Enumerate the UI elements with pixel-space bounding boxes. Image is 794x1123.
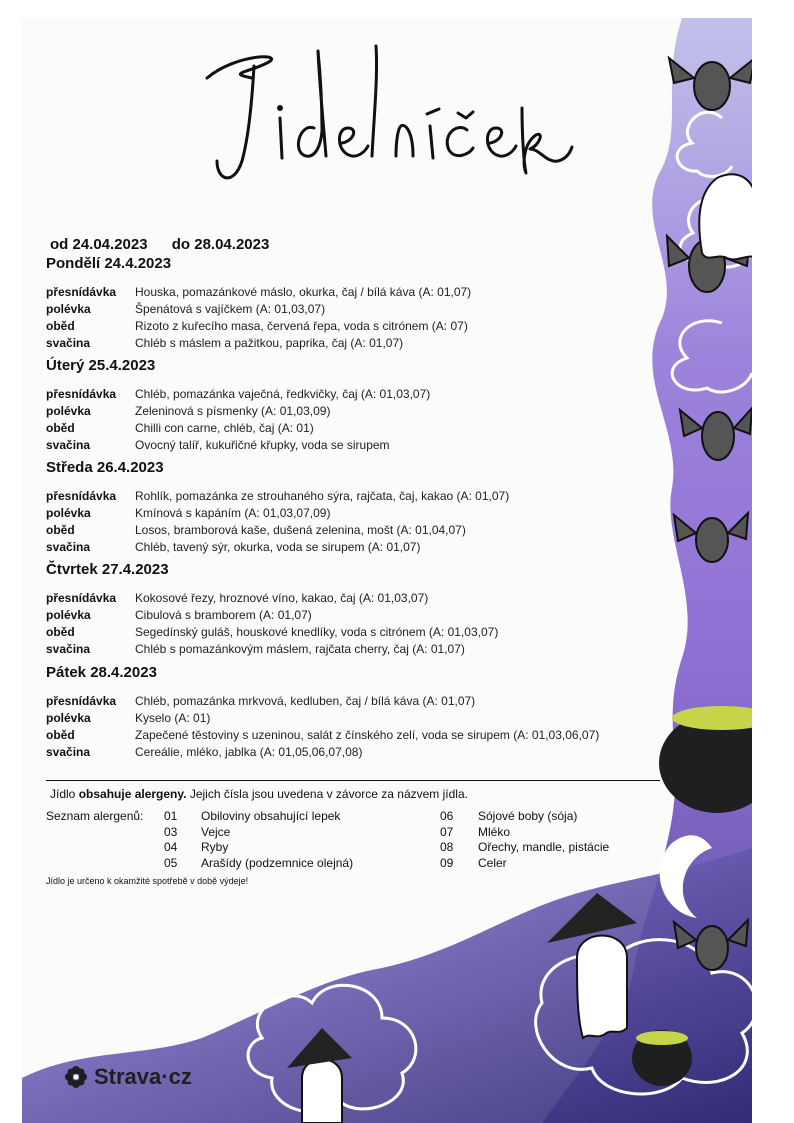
note-bold: obsahuje alergeny. xyxy=(78,787,187,801)
meal-row xyxy=(46,693,599,710)
brand-name: Strava·cz xyxy=(94,1064,192,1089)
allergen-code: 04 xyxy=(164,840,178,854)
meal-label: přesnídávka xyxy=(46,285,117,299)
flower-icon xyxy=(64,1065,88,1089)
day-wednesday xyxy=(46,459,509,556)
allergen-name: Vejce xyxy=(201,824,231,839)
meal-text: Chilli con carne, chléb, čaj (A: 01) xyxy=(135,421,314,435)
allergen-name: Ořechy, mandle, pistácie xyxy=(478,840,610,854)
meal-text: Losos, bramborová kaše, dušená zelenina, mošt (A: 01,04,07) xyxy=(135,523,466,537)
allergen-code: 01 xyxy=(164,809,178,823)
meal-row xyxy=(46,488,509,505)
allergen-code: 09 xyxy=(440,855,454,870)
day-monday xyxy=(46,255,471,352)
meal-text: Chléb, pomazánka vaječná, ředkvičky, čaj (A: 01,03,07) xyxy=(135,387,431,401)
allergen-note xyxy=(50,787,468,801)
meal-row xyxy=(46,284,471,301)
meal-text: Ovocný talíř, kukuřičné křupky, voda se sirupem xyxy=(135,438,390,452)
allergen-name: Celer xyxy=(478,855,507,870)
meal-text: Cereálie, mléko, jablka (A: 01,05,06,07,08) xyxy=(135,745,363,759)
meal-row xyxy=(46,710,599,727)
allergen-code: 05 xyxy=(164,855,178,870)
meal-row xyxy=(46,420,430,437)
allergen-code: 03 xyxy=(164,824,178,839)
allergen-column xyxy=(440,809,609,871)
meal-label: oběd xyxy=(46,625,75,639)
meal-row xyxy=(46,539,509,556)
meal-text: Zapečené těstoviny s uzeninou, salát z čínského zelí, voda se sirupem (A: 01,03,06,07) xyxy=(135,728,600,742)
allergen-list-label: Seznam alergenů: xyxy=(46,809,144,823)
meal-label: polévka xyxy=(46,404,91,418)
meal-text: Chléb s máslem a pažitkou, paprika, čaj (A: 01,07) xyxy=(135,336,404,350)
meal-text: Rizoto z kuřecího masa, červená řepa, voda s citrónem (A: 07) xyxy=(135,319,468,333)
day-friday xyxy=(46,664,599,761)
meal-label: oběd xyxy=(46,319,75,333)
meal-label: svačina xyxy=(46,745,91,759)
strava-logo xyxy=(64,1064,192,1090)
meal-text: Kokosové řezy, hroznové víno, kakao, čaj (A: 01,03,07) xyxy=(135,591,429,605)
meal-row xyxy=(46,335,471,352)
meal-text: Kyselo (A: 01) xyxy=(135,711,211,725)
meal-label: přesnídávka xyxy=(46,387,117,401)
meal-row xyxy=(46,727,599,744)
date-range xyxy=(50,236,269,253)
allergen-list xyxy=(46,809,609,871)
meal-text: Cibulová s bramborem (A: 01,07) xyxy=(135,608,312,622)
meal-row xyxy=(46,607,498,624)
meal-text: Kmínová s kapáním (A: 01,03,07,09) xyxy=(135,506,331,520)
meal-row xyxy=(46,590,498,607)
menu-sheet xyxy=(22,18,752,1123)
meal-row xyxy=(46,318,471,335)
allergen-name: Arašídy (podzemnice olejná) xyxy=(201,855,354,870)
meal-row xyxy=(46,386,430,403)
meal-row xyxy=(46,641,498,658)
meal-label: polévka xyxy=(46,302,91,316)
meal-text: Zeleninová s písmenky (A: 01,03,09) xyxy=(135,404,331,418)
meal-label: oběd xyxy=(46,421,75,435)
meal-text: Rohlík, pomazánka ze strouhaného sýra, rajčata, čaj, kakao (A: 01,07) xyxy=(135,489,510,503)
allergen-name: Obiloviny obsahující lepek xyxy=(201,809,341,823)
day-title: Čtvrtek 27.4.2023 xyxy=(46,561,169,578)
page-title-jidelnicek xyxy=(22,18,752,218)
day-title: Pondělí 24.4.2023 xyxy=(46,255,172,272)
meal-row xyxy=(46,624,498,641)
allergen-code: 08 xyxy=(440,840,454,854)
divider xyxy=(46,780,660,781)
allergen-name: Sójové boby (sója) xyxy=(478,809,578,823)
allergen-column xyxy=(164,809,440,871)
note-rest: Jejich čísla jsou uvedena v závorce za názvem jídla. xyxy=(186,787,468,801)
meal-label: přesnídávka xyxy=(46,489,117,503)
consumption-note: Jídlo je určeno k okamžité spotřebě v době výdeje! xyxy=(46,876,249,886)
meal-text: Houska, pomazánkové máslo, okurka, čaj / bílá káva (A: 01,07) xyxy=(135,285,472,299)
meal-label: oběd xyxy=(46,523,75,537)
meal-label: polévka xyxy=(46,506,91,520)
meal-row xyxy=(46,744,599,761)
allergen-code: 06 xyxy=(440,809,454,823)
allergen-name: Mléko xyxy=(478,824,511,839)
meal-label: oběd xyxy=(46,728,75,742)
day-thursday xyxy=(46,561,498,658)
day-tuesday xyxy=(46,357,430,454)
range-to: do 28.04.2023 xyxy=(171,236,270,253)
meal-label: přesnídávka xyxy=(46,591,117,605)
meal-row xyxy=(46,437,430,454)
note-prefix: Jídlo xyxy=(50,787,79,801)
meal-row xyxy=(46,505,509,522)
meal-text: Chléb s pomazánkovým máslem, rajčata cherry, čaj (A: 01,07) xyxy=(135,642,465,656)
meal-label: polévka xyxy=(46,711,91,725)
meal-label: svačina xyxy=(46,336,91,350)
meal-text: Špenátová s vajíčkem (A: 01,03,07) xyxy=(135,302,326,316)
range-from: od 24.04.2023 xyxy=(50,236,148,253)
allergen-name: Ryby xyxy=(201,840,229,854)
meal-label: svačina xyxy=(46,540,91,554)
meal-label: polévka xyxy=(46,608,91,622)
day-title: Úterý 25.4.2023 xyxy=(46,357,156,374)
meal-label: svačina xyxy=(46,438,91,452)
meal-text: Chléb, tavený sýr, okurka, voda se sirupem (A: 01,07) xyxy=(135,540,421,554)
meal-label: přesnídávka xyxy=(46,694,117,708)
meal-text: Chléb, pomazánka mrkvová, kedluben, čaj / bílá káva (A: 01,07) xyxy=(135,694,476,708)
meal-text: Segedínský guláš, houskové knedlíky, voda s citrónem (A: 01,03,07) xyxy=(135,625,499,639)
allergen-code: 07 xyxy=(440,824,454,839)
meal-row xyxy=(46,522,509,539)
day-title: Pátek 28.4.2023 xyxy=(46,664,157,681)
meal-row xyxy=(46,403,430,420)
meal-label: svačina xyxy=(46,642,91,656)
meal-row xyxy=(46,301,471,318)
day-title: Středa 26.4.2023 xyxy=(46,459,164,476)
